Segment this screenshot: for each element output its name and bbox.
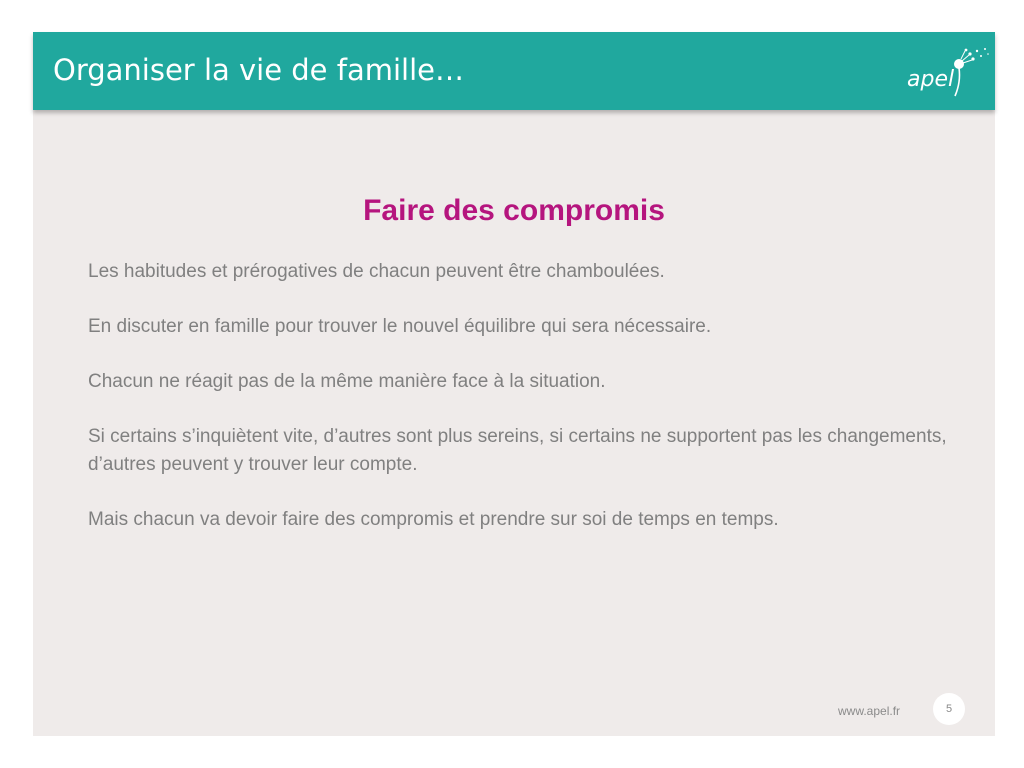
paragraph: Mais chacun va devoir faire des compromis et prendre sur soi de temps en temps. <box>88 509 779 530</box>
page-number-badge: 5 <box>933 693 965 725</box>
section-heading: Faire des compromis <box>363 194 665 227</box>
body-text <box>88 258 958 561</box>
apel-logo <box>901 42 991 102</box>
slide <box>33 32 995 736</box>
paragraph: Si certains s’inquiètent vite, d’autres sont plus sereins, si certains ne supportent pas les changements, d’autres peuvent y trouver leur compte. <box>88 426 947 475</box>
paragraph: Les habitudes et prérogatives de chacun peuvent être chamboulées. <box>88 261 665 282</box>
logo-text: apel <box>907 67 955 92</box>
slide-title: Organiser la vie de famille… <box>53 53 464 87</box>
footer-url: www.apel.fr <box>838 704 901 718</box>
paragraph: En discuter en famille pour trouver le nouvel équilibre qui sera nécessaire. <box>88 316 712 337</box>
slide-header <box>33 32 995 110</box>
paragraph: Chacun ne réagit pas de la même manière face à la situation. <box>88 371 606 392</box>
